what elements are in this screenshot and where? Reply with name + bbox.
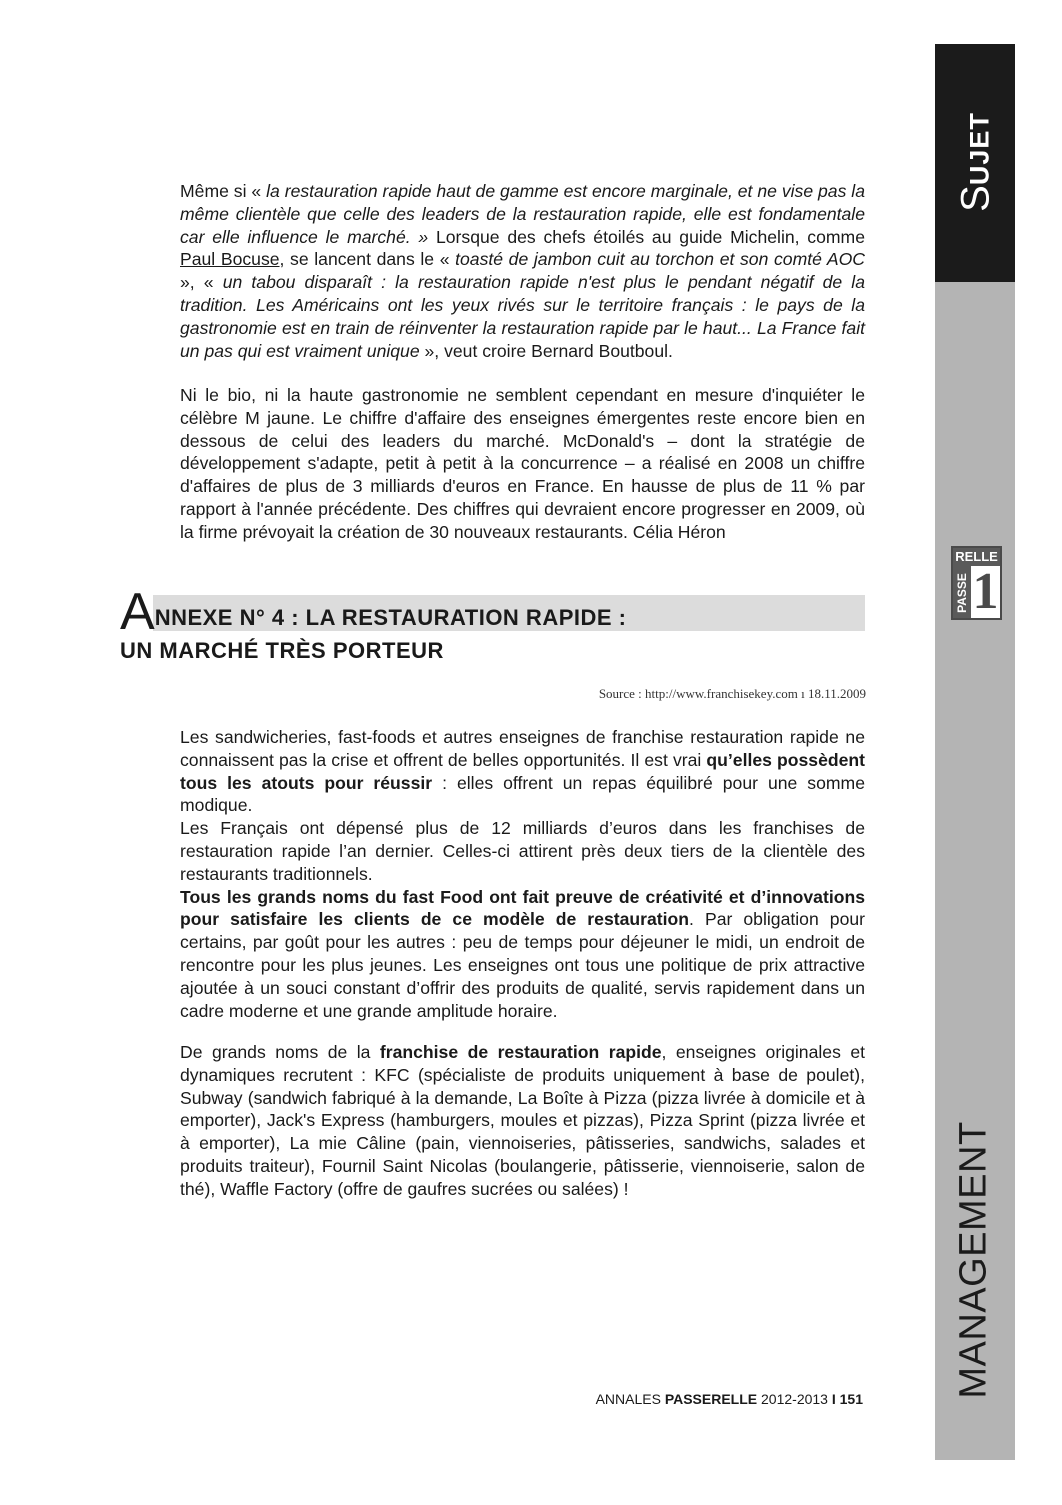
sujet-label: SUJET xyxy=(953,112,998,212)
annexe-heading-line2: UN MARCHÉ TRÈS PORTEUR xyxy=(120,638,444,663)
paragraph-brands: De grands noms de la franchise de restauration rapide, enseignes originales et dynamiques recrutent : KFC (spécialiste de produits uniquement à base de poulet), Subway (sandwich fabriqué à la demande, La Boîte à Pizza (pizza livrée à domicile et à emporter), Jack's Express (hamburgers, moules et pizzas), Pizza Sprint (pizza livrée et à emporter), La mie Câline (pain, viennoiseries, pâtisseries, sandwichs, salades et produits traiteur), Fournil Saint Nicolas (boulangerie, pâtisserie, viennoiserie, salon de thé), Waffle Factory (offre de gaufres sucrées ou salées) ! xyxy=(180,1042,865,1199)
paragraph-mcdonalds: Ni le bio, ni la haute gastronomie ne semblent cependant en mesure d'inquiéter le célèbre M jaune. Le chiffre d'affaire des enseignes émergentes reste encore bien en dessous de celui des leaders du marché. McDonald's – dont la stratégie de développement s'adapte, petit à petit à la concurrence – a réalisé en 2008 un chiffre d'affaires de plus de 3 milliards d'euros en France. En hausse de plus de 11 % par rapport à l'année précédente. Des chiffres qui devraient encore progresser en 2009, où la firme prévoyait la création de 30 nouveaux restaurants. Célia Héron xyxy=(180,385,865,542)
passerelle-logo xyxy=(951,546,1002,620)
management-label: MANAGEMENT xyxy=(952,1121,995,1399)
source-citation: Source : http://www.franchisekey.com ı 18.11.2009 xyxy=(598,686,866,701)
paragraph-quote: Même si « la restauration rapide haut de gamme est encore marginale, et ne vise pas la même clientèle que celle des leaders de la restauration rapide, elle est fondamentale car elle influence le marché. » Lorsque des chefs étoilés au guide Michelin, comme Paul Bocuse, se lancent dans le « toasté de jambon cuit au torchon et son comté AOC », « un tabou disparaît : la restauration rapide n'est plus le pendant négatif de la tradition. Les Américains ont les yeux rivés sur le territoire français : le pays de la gastronomie est en train de réinventer la restauration rapide par le haut... La France fait un pas qui est vraiment unique », veut croire Bernard Boutboul. xyxy=(180,181,865,361)
logo-number: 1 xyxy=(972,563,999,620)
logo-top-text: RELLE xyxy=(953,548,1000,566)
paul-bocuse-link[interactable]: Paul Bocuse xyxy=(180,249,280,270)
annexe-heading-line1: ANNEXE N° 4 : LA RESTAURATION RAPIDE : xyxy=(120,583,627,641)
logo-side-text: PASSE xyxy=(955,573,969,613)
paragraph-franchises: Les sandwicheries, fast-foods et autres enseignes de franchise restauration rapide ne connaissent pas la crise et offrent de belles opportunités. Il est vrai qu’elles possèdent tous les atouts pour réussir : elles offrent un repas équilibré pour une somme modique. Les Français ont dépensé plus de 12 milliards d’euros dans les franchises de restauration rapide l’an dernier. Celles-ci attirent près deux tiers de la clientèle des restaurants traditionnels. Tous les grands noms du fast Food ont fait preuve de créativité et d’innovations pour satisfaire les clients de ce modèle de restauration. Par obligation pour certains, par goût pour les autres : peu de temps pour déjeuner le midi, un endroit de rencontre pour les plus jeunes. Les enseignes ont tous une politique de prix attractive ajoutée à un souci constant d’offrir des produits de qualité, servis rapidement dans un cadre moderne et une grande amplitude horaire. xyxy=(180,727,866,1021)
page-footer: ANNALES PASSERELLE 2012-2013 I 151 xyxy=(595,1391,863,1407)
logo-side-band xyxy=(953,566,971,618)
